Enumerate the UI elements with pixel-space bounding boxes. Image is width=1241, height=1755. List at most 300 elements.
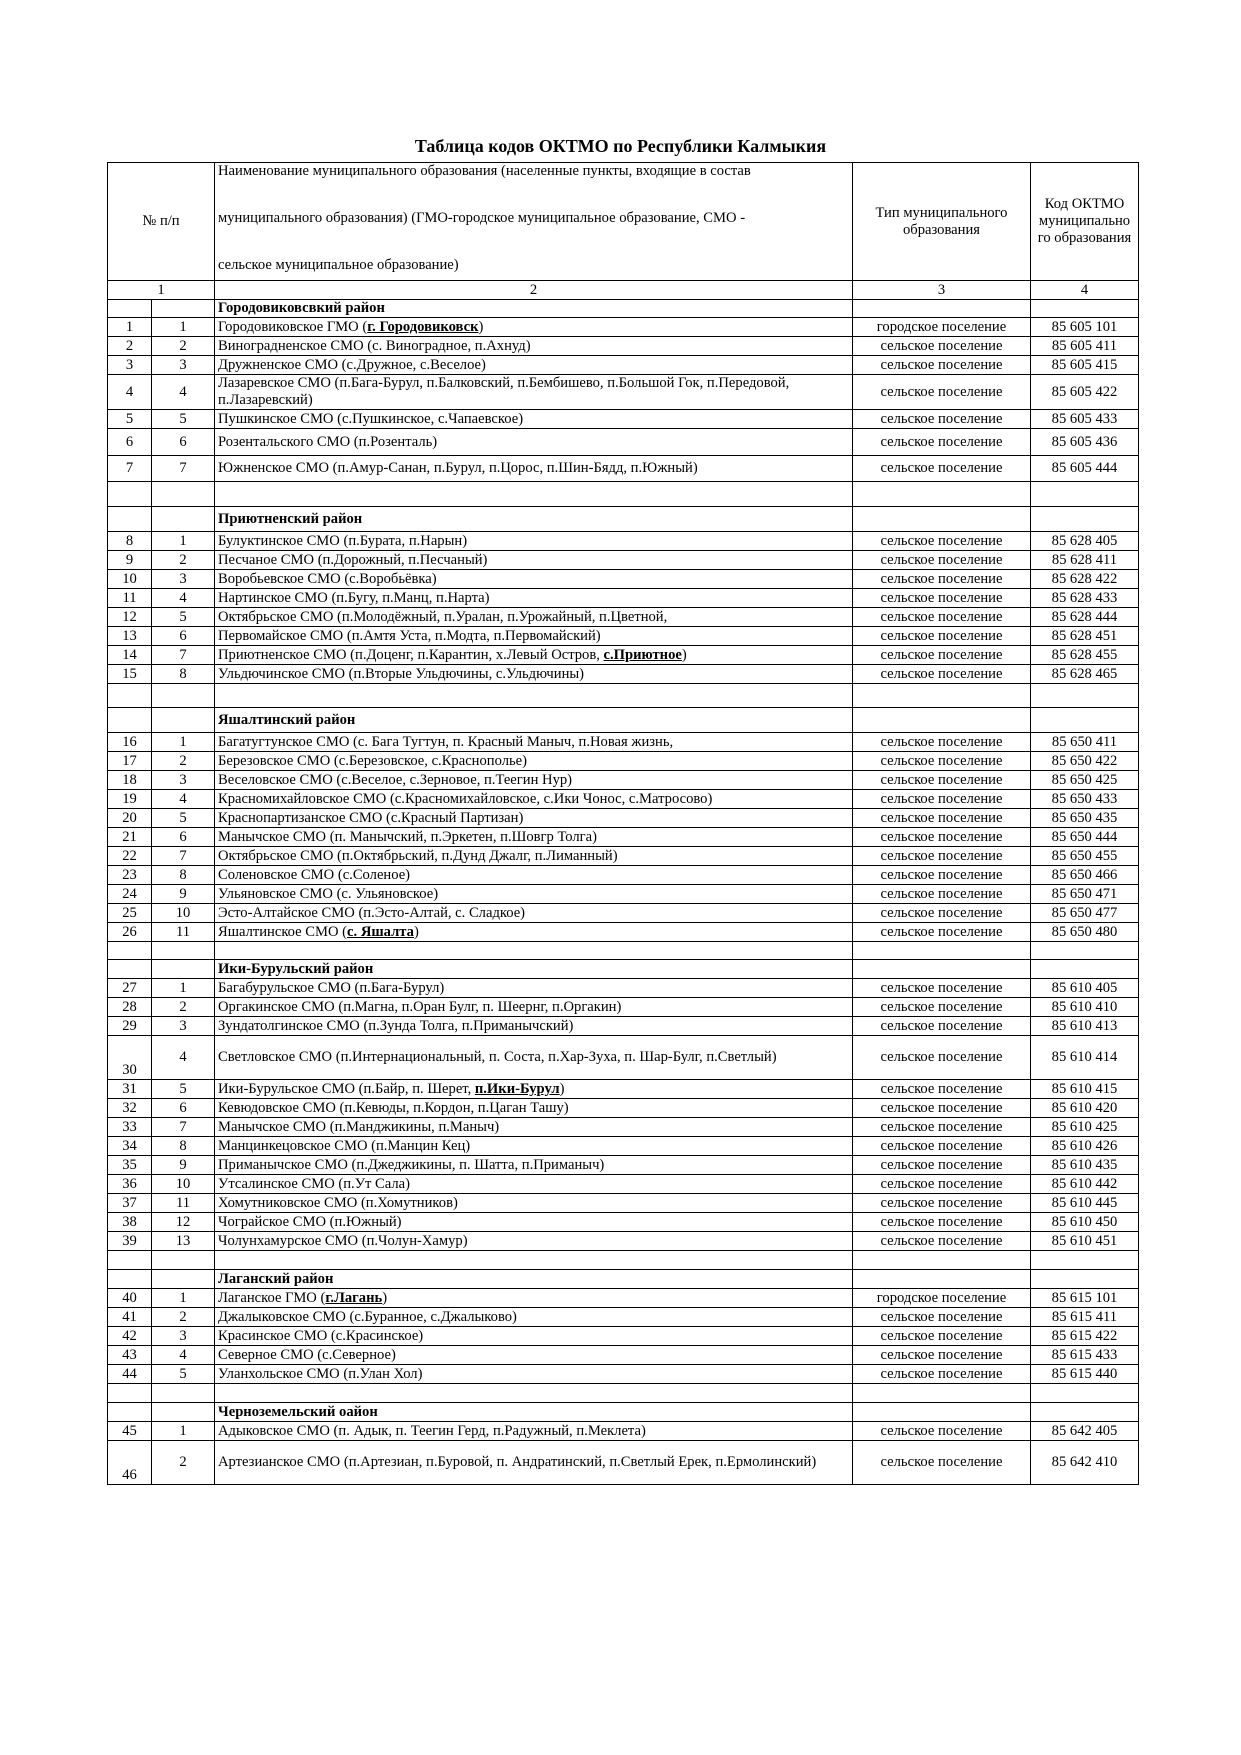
name-text: Приманычское СМО (п.Джеджикины, п. Шатта, п.Приманыч) <box>218 1156 605 1173</box>
municipality-type: сельское поселение <box>853 1365 1031 1384</box>
table-row <box>108 1365 1139 1384</box>
municipality-type: сельское поселение <box>853 627 1031 646</box>
municipality-name <box>215 866 853 885</box>
row-subnumber: 1 <box>152 733 215 752</box>
municipality-name <box>215 589 853 608</box>
table-row <box>108 1213 1139 1232</box>
oktmo-code: 85 610 451 <box>1031 1232 1139 1251</box>
row-number: 24 <box>108 885 152 904</box>
name-text: Багабурульское СМО (п.Бага-Бурул) <box>218 979 445 996</box>
municipality-name <box>215 318 853 337</box>
municipality-type: сельское поселение <box>853 429 1031 456</box>
cell <box>108 300 152 318</box>
cell <box>215 1251 853 1270</box>
cell <box>152 482 215 507</box>
oktmo-code: 85 610 405 <box>1031 979 1139 998</box>
row-subnumber: 2 <box>152 1441 215 1485</box>
row-subnumber: 4 <box>152 375 215 410</box>
column-number-row <box>108 281 1139 300</box>
oktmo-code: 85 610 426 <box>1031 1137 1139 1156</box>
table-row <box>108 1156 1139 1175</box>
name-text: Соленовское СМО (с.Соленое) <box>218 866 411 883</box>
table-row <box>108 866 1139 885</box>
cell <box>853 960 1031 979</box>
oktmo-code: 85 650 422 <box>1031 752 1139 771</box>
center-settlement: с.Приютное <box>603 646 682 663</box>
cell <box>853 708 1031 733</box>
municipality-name <box>215 979 853 998</box>
municipality-type: сельское поселение <box>853 866 1031 885</box>
table-row <box>108 429 1139 456</box>
cell <box>152 300 215 318</box>
cell <box>152 1251 215 1270</box>
name-text: Краснопартизанское СМО (с.Красный Партизан) <box>218 809 524 826</box>
empty-row <box>108 1384 1139 1403</box>
municipality-name <box>215 1422 853 1441</box>
row-subnumber: 6 <box>152 627 215 646</box>
oktmo-code: 85 610 415 <box>1031 1080 1139 1099</box>
municipality-name <box>215 1441 853 1485</box>
municipality-type: сельское поселение <box>853 1346 1031 1365</box>
municipality-type: сельское поселение <box>853 790 1031 809</box>
name-text: Городовиковское ГМО ( <box>218 318 368 335</box>
row-subnumber: 2 <box>152 551 215 570</box>
oktmo-code: 85 610 413 <box>1031 1017 1139 1036</box>
row-subnumber: 7 <box>152 456 215 482</box>
name-text: Ульяновское СМО (с. Ульяновское) <box>218 885 439 902</box>
municipality-type: сельское поселение <box>853 551 1031 570</box>
row-number: 10 <box>108 570 152 589</box>
row-number: 33 <box>108 1118 152 1137</box>
row-number: 6 <box>108 429 152 456</box>
cell <box>108 1403 152 1422</box>
municipality-type: сельское поселение <box>853 1441 1031 1485</box>
district-row <box>108 708 1139 733</box>
municipality-type: сельское поселение <box>853 646 1031 665</box>
municipality-type: сельское поселение <box>853 752 1031 771</box>
oktmo-code: 85 605 444 <box>1031 456 1139 482</box>
row-number: 29 <box>108 1017 152 1036</box>
municipality-type: сельское поселение <box>853 1194 1031 1213</box>
table-row <box>108 589 1139 608</box>
oktmo-code: 85 628 465 <box>1031 665 1139 684</box>
oktmo-code: 85 628 405 <box>1031 532 1139 551</box>
cell <box>108 684 152 708</box>
municipality-name <box>215 1017 853 1036</box>
name-text: Манычское СМО (п. Манычский, п.Эркетен, п.Шовгр Толга) <box>218 828 597 845</box>
oktmo-code: 85 628 411 <box>1031 551 1139 570</box>
cell <box>152 507 215 532</box>
municipality-name <box>215 1156 853 1175</box>
municipality-type: сельское поселение <box>853 1099 1031 1118</box>
name-text: Ики-Бурульское СМО (п.Байр, п. Шерет, <box>218 1080 475 1097</box>
oktmo-code: 85 650 425 <box>1031 771 1139 790</box>
cell <box>1031 960 1139 979</box>
cell <box>1031 507 1139 532</box>
name-text: Чолунхамурское СМО (п.Чолун-Хамур) <box>218 1232 468 1249</box>
municipality-name <box>215 1346 853 1365</box>
page-title: Таблица кодов ОКТМО по Республики Калмыкия <box>414 136 827 156</box>
row-subnumber: 9 <box>152 885 215 904</box>
table-row <box>108 885 1139 904</box>
row-number: 43 <box>108 1346 152 1365</box>
municipality-type: сельское поселение <box>853 809 1031 828</box>
header-num: № п/п <box>108 163 215 281</box>
row-number: 18 <box>108 771 152 790</box>
oktmo-code: 85 605 101 <box>1031 318 1139 337</box>
municipality-name <box>215 733 853 752</box>
row-number: 4 <box>108 375 152 410</box>
name-text: Эсто-Алтайское СМО (п.Эсто-Алтай, с. Сладкое) <box>218 904 526 921</box>
table-row <box>108 1175 1139 1194</box>
district-name: Яшалтинский район <box>215 708 853 733</box>
column-number: 2 <box>215 281 853 300</box>
row-number: 40 <box>108 1289 152 1308</box>
header-type: Тип муниципального образования <box>853 163 1031 281</box>
table-row <box>108 1017 1139 1036</box>
row-subnumber: 5 <box>152 809 215 828</box>
row-number: 35 <box>108 1156 152 1175</box>
row-number: 44 <box>108 1365 152 1384</box>
district-row <box>108 1270 1139 1289</box>
row-number: 26 <box>108 923 152 942</box>
row-number: 11 <box>108 589 152 608</box>
municipality-type: сельское поселение <box>853 1308 1031 1327</box>
municipality-type: сельское поселение <box>853 733 1031 752</box>
oktmo-code: 85 610 445 <box>1031 1194 1139 1213</box>
row-number: 37 <box>108 1194 152 1213</box>
table-row <box>108 790 1139 809</box>
table-row <box>108 733 1139 752</box>
name-text: Пушкинское СМО (с.Пушкинское, с.Чапаевское) <box>218 410 524 427</box>
row-subnumber: 1 <box>152 532 215 551</box>
cell <box>215 684 853 708</box>
oktmo-code: 85 628 422 <box>1031 570 1139 589</box>
row-subnumber: 3 <box>152 1327 215 1346</box>
municipality-type: сельское поселение <box>853 1118 1031 1137</box>
row-number: 30 <box>108 1036 152 1080</box>
municipality-name <box>215 665 853 684</box>
table-row <box>108 847 1139 866</box>
municipality-name <box>215 375 853 410</box>
row-number: 28 <box>108 998 152 1017</box>
municipality-name <box>215 809 853 828</box>
cell <box>1031 1270 1139 1289</box>
table-row <box>108 998 1139 1017</box>
cell <box>853 1403 1031 1422</box>
row-subnumber: 11 <box>152 923 215 942</box>
header-name-line: муниципального образования) (ГМО-городское муниципальное образование, СМО - <box>218 210 746 226</box>
name-text: Березовское СМО (с.Березовское, с.Краснополье) <box>218 752 527 769</box>
cell <box>152 960 215 979</box>
cell <box>152 1403 215 1422</box>
row-number: 42 <box>108 1327 152 1346</box>
table-row <box>108 1346 1139 1365</box>
row-number: 34 <box>108 1137 152 1156</box>
oktmo-code: 85 650 480 <box>1031 923 1139 942</box>
name-text: Светловское СМО (п.Интернациональный, п. Соста, п.Хар-Зуха, п. Шар-Булг, п.Светлый) <box>218 1049 777 1065</box>
row-number: 8 <box>108 532 152 551</box>
row-number: 1 <box>108 318 152 337</box>
table-row <box>108 752 1139 771</box>
municipality-type: сельское поселение <box>853 570 1031 589</box>
table-row <box>108 646 1139 665</box>
row-number: 5 <box>108 410 152 429</box>
municipality-name <box>215 429 853 456</box>
municipality-type: сельское поселение <box>853 1327 1031 1346</box>
municipality-name <box>215 1036 853 1080</box>
municipality-name <box>215 1308 853 1327</box>
table-row <box>108 979 1139 998</box>
oktmo-code: 85 615 433 <box>1031 1346 1139 1365</box>
municipality-name <box>215 356 853 375</box>
empty-row <box>108 1251 1139 1270</box>
row-number: 31 <box>108 1080 152 1099</box>
name-text: Утсалинское СМО (п.Ут Сала) <box>218 1175 411 1192</box>
row-subnumber: 5 <box>152 1365 215 1384</box>
cell <box>152 942 215 960</box>
municipality-type: городское поселение <box>853 318 1031 337</box>
table-row <box>108 1118 1139 1137</box>
row-subnumber: 7 <box>152 646 215 665</box>
header-name <box>215 163 853 281</box>
row-subnumber: 5 <box>152 410 215 429</box>
row-number: 27 <box>108 979 152 998</box>
cell <box>108 482 152 507</box>
column-number: 3 <box>853 281 1031 300</box>
district-name: Городовиковсвкий район <box>215 300 853 318</box>
table-row <box>108 1327 1139 1346</box>
row-subnumber: 11 <box>152 1194 215 1213</box>
oktmo-code: 85 605 415 <box>1031 356 1139 375</box>
cell <box>108 1270 152 1289</box>
table-row <box>108 1232 1139 1251</box>
municipality-name <box>215 1175 853 1194</box>
district-row <box>108 507 1139 532</box>
table-row <box>108 570 1139 589</box>
row-number: 3 <box>108 356 152 375</box>
district-name: Черноземельский оайон <box>215 1403 853 1422</box>
municipality-type: сельское поселение <box>853 532 1031 551</box>
row-number: 20 <box>108 809 152 828</box>
municipality-name <box>215 1327 853 1346</box>
municipality-name <box>215 551 853 570</box>
row-number: 21 <box>108 828 152 847</box>
cell <box>152 1270 215 1289</box>
municipality-type: сельское поселение <box>853 1017 1031 1036</box>
oktmo-code: 85 610 425 <box>1031 1118 1139 1137</box>
oktmo-code: 85 628 455 <box>1031 646 1139 665</box>
cell <box>108 960 152 979</box>
name-text: Октябрьское СМО (п.Молодёжный, п.Уралан, п.Урожайный, п.Цветной, <box>218 608 668 625</box>
row-number: 38 <box>108 1213 152 1232</box>
row-subnumber: 1 <box>152 1422 215 1441</box>
cell <box>152 684 215 708</box>
table-row <box>108 456 1139 482</box>
oktmo-code: 85 605 436 <box>1031 429 1139 456</box>
row-subnumber: 4 <box>152 1036 215 1080</box>
municipality-type: сельское поселение <box>853 1422 1031 1441</box>
municipality-name <box>215 828 853 847</box>
district-name: Приютненский район <box>215 507 853 532</box>
table-row <box>108 532 1139 551</box>
table-row <box>108 1137 1139 1156</box>
table-row <box>108 1194 1139 1213</box>
table-row <box>108 1289 1139 1308</box>
oktmo-code: 85 628 451 <box>1031 627 1139 646</box>
row-subnumber: 13 <box>152 1232 215 1251</box>
row-number: 36 <box>108 1175 152 1194</box>
name-text: Булуктинское СМО (п.Бурата, п.Нарын) <box>218 532 468 549</box>
name-text: Ульдючинское СМО (п.Вторые Ульдючины, с.Ульдючины) <box>218 665 585 682</box>
table-row <box>108 923 1139 942</box>
row-subnumber: 5 <box>152 608 215 627</box>
table-row <box>108 1099 1139 1118</box>
name-text: Чограйское СМО (п.Южный) <box>218 1213 402 1230</box>
oktmo-code: 85 615 411 <box>1031 1308 1139 1327</box>
oktmo-code: 85 605 411 <box>1031 337 1139 356</box>
cell <box>853 1251 1031 1270</box>
name-text: Северное СМО (с.Северное) <box>218 1346 396 1363</box>
table-row <box>108 665 1139 684</box>
row-subnumber: 3 <box>152 771 215 790</box>
district-name: Ики-Бурульский район <box>215 960 853 979</box>
name-text: ) <box>413 923 419 940</box>
row-subnumber: 8 <box>152 866 215 885</box>
cell <box>108 1384 152 1403</box>
table-row <box>108 410 1139 429</box>
row-number: 22 <box>108 847 152 866</box>
municipality-type: городское поселение <box>853 1289 1031 1308</box>
cell <box>108 1251 152 1270</box>
row-subnumber: 10 <box>152 904 215 923</box>
table-row <box>108 356 1139 375</box>
municipality-type: сельское поселение <box>853 1232 1031 1251</box>
cell <box>1031 942 1139 960</box>
cell <box>152 1384 215 1403</box>
row-number: 14 <box>108 646 152 665</box>
cell <box>108 507 152 532</box>
oktmo-code: 85 615 101 <box>1031 1289 1139 1308</box>
row-number: 23 <box>108 866 152 885</box>
row-number: 46 <box>108 1441 152 1485</box>
name-text: Багатугтунское СМО (с. Бага Тугтун, п. Красный Маныч, п.Новая жизнь, <box>218 733 674 750</box>
cell <box>1031 300 1139 318</box>
name-text: Зундатолгинское СМО (п.Зунда Толга, п.Приманычский) <box>218 1017 574 1034</box>
row-number: 39 <box>108 1232 152 1251</box>
municipality-type: сельское поселение <box>853 456 1031 482</box>
municipality-type: сельское поселение <box>853 1036 1031 1080</box>
row-number: 19 <box>108 790 152 809</box>
oktmo-code: 85 650 411 <box>1031 733 1139 752</box>
oktmo-code: 85 610 410 <box>1031 998 1139 1017</box>
cell <box>1031 684 1139 708</box>
row-number: 15 <box>108 665 152 684</box>
municipality-name <box>215 904 853 923</box>
name-text: Уланхольское СМО (п.Улан Хол) <box>218 1365 423 1382</box>
municipality-name <box>215 337 853 356</box>
municipality-type: сельское поселение <box>853 375 1031 410</box>
municipality-type: сельское поселение <box>853 1080 1031 1099</box>
name-text: ) <box>478 318 484 335</box>
row-subnumber: 9 <box>152 1156 215 1175</box>
cell <box>108 708 152 733</box>
name-text: Виноградненское СМО (с. Виноградное, п.Ахнуд) <box>218 337 531 354</box>
oktmo-code: 85 615 422 <box>1031 1327 1139 1346</box>
name-text: Манычское СМО (п.Манджикины, п.Маныч) <box>218 1118 500 1135</box>
row-number: 16 <box>108 733 152 752</box>
row-subnumber: 8 <box>152 1137 215 1156</box>
row-subnumber: 8 <box>152 665 215 684</box>
column-number: 4 <box>1031 281 1139 300</box>
name-text: ) <box>559 1080 565 1097</box>
center-settlement: г. Городовиковск <box>367 318 479 335</box>
name-text: Адыковское СМО (п. Адык, п. Теегин Герд, п.Радужный, п.Меклета) <box>218 1422 646 1439</box>
row-subnumber: 2 <box>152 337 215 356</box>
empty-row <box>108 942 1139 960</box>
row-subnumber: 7 <box>152 1118 215 1137</box>
oktmo-code: 85 610 450 <box>1031 1213 1139 1232</box>
municipality-name <box>215 1118 853 1137</box>
municipality-type: сельское поселение <box>853 410 1031 429</box>
row-number: 41 <box>108 1308 152 1327</box>
row-subnumber: 3 <box>152 570 215 589</box>
district-row <box>108 1403 1139 1422</box>
name-text: Яшалтинское СМО ( <box>218 923 348 940</box>
cell <box>853 507 1031 532</box>
name-text: Лаганское ГМО ( <box>218 1289 326 1306</box>
row-subnumber: 4 <box>152 790 215 809</box>
oktmo-code: 85 605 422 <box>1031 375 1139 410</box>
cell <box>853 684 1031 708</box>
table-row <box>108 828 1139 847</box>
municipality-type: сельское поселение <box>853 608 1031 627</box>
row-subnumber: 6 <box>152 429 215 456</box>
municipality-type: сельское поселение <box>853 337 1031 356</box>
municipality-name <box>215 456 853 482</box>
name-text: Первомайское СМО (п.Амтя Уста, п.Модта, п.Первомайский) <box>218 627 601 644</box>
row-subnumber: 2 <box>152 998 215 1017</box>
oktmo-code: 85 642 405 <box>1031 1422 1139 1441</box>
oktmo-table <box>107 162 1139 1485</box>
cell <box>1031 1251 1139 1270</box>
oktmo-code: 85 650 433 <box>1031 790 1139 809</box>
row-subnumber: 4 <box>152 1346 215 1365</box>
table-row <box>108 608 1139 627</box>
row-subnumber: 12 <box>152 1213 215 1232</box>
name-text: Дружненское СМО (с.Дружное, с.Веселое) <box>218 356 486 373</box>
cell <box>853 300 1031 318</box>
name-text: Веселовское СМО (с.Веселое, с.Зерновое, п.Теегин Нур) <box>218 771 573 788</box>
municipality-type: сельское поселение <box>853 1156 1031 1175</box>
municipality-name <box>215 608 853 627</box>
municipality-type: сельское поселение <box>853 589 1031 608</box>
oktmo-code: 85 605 433 <box>1031 410 1139 429</box>
oktmo-code: 85 650 444 <box>1031 828 1139 847</box>
table-row <box>108 375 1139 410</box>
table-row <box>108 627 1139 646</box>
header-code: Код ОКТМО муниципально го образования <box>1031 163 1139 281</box>
municipality-name <box>215 570 853 589</box>
municipality-type: сельское поселение <box>853 998 1031 1017</box>
municipality-name <box>215 1232 853 1251</box>
municipality-type: сельское поселение <box>853 665 1031 684</box>
municipality-name <box>215 790 853 809</box>
name-text: Джалыковское СМО (с.Буранное, с.Джалыково) <box>218 1308 517 1325</box>
municipality-name <box>215 1365 853 1384</box>
row-number: 7 <box>108 456 152 482</box>
name-text: Приютненское СМО (п.Доценг, п.Карантин, х.Левый Остров, <box>218 646 604 663</box>
